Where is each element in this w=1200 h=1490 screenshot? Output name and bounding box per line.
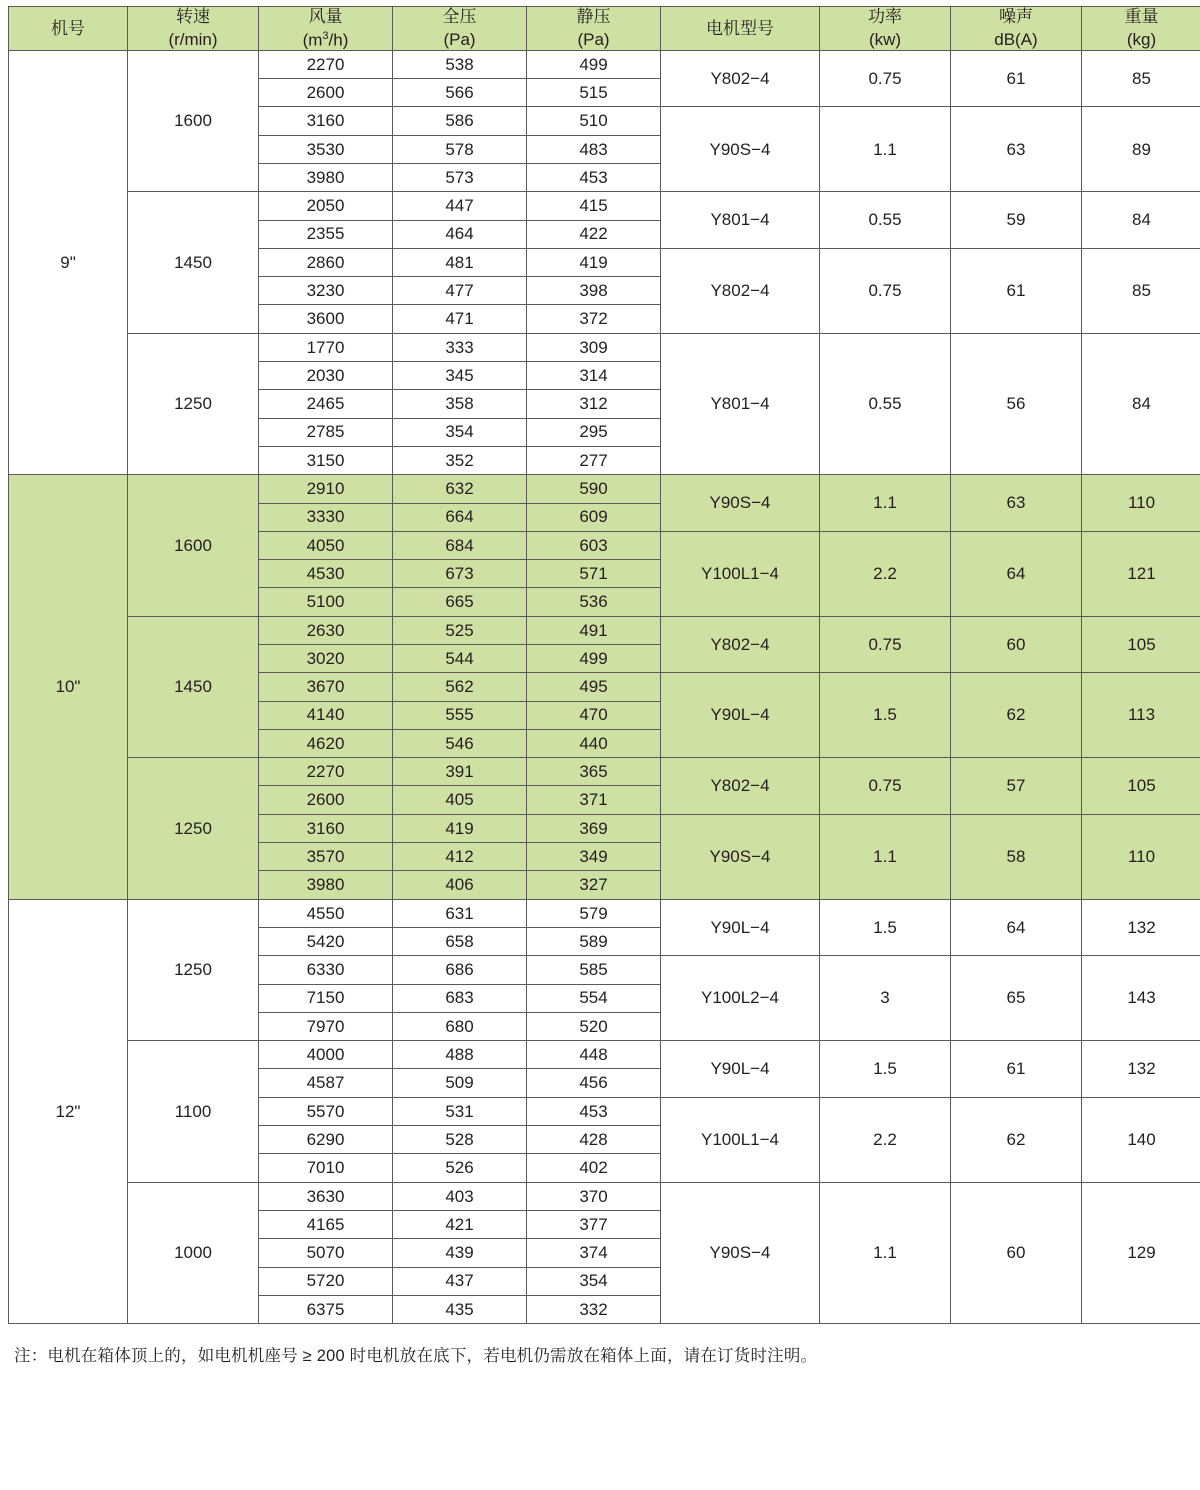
table-body [9,50,1200,1323]
cell-static-pressure: 415 [527,192,661,220]
cell-weight: 143 [1082,956,1200,1041]
cell-flow: 4050 [259,531,393,559]
cell-flow: 2465 [259,390,393,418]
col-header-motor-model [661,7,820,51]
col-header-noise-sub: dB(A) [994,29,1038,49]
cell-rpm: 1250 [128,758,259,899]
cell-rpm: 1600 [128,50,259,191]
cell-flow: 2050 [259,192,393,220]
cell-motor-model: Y100L1−4 [661,531,820,616]
cell-flow: 3150 [259,446,393,474]
cell-total-pressure: 421 [393,1210,527,1238]
cell-static-pressure: 585 [527,956,661,984]
cell-noise: 61 [951,248,1082,333]
cell-total-pressure: 680 [393,1012,527,1040]
cell-flow: 2600 [259,79,393,107]
cell-flow: 7010 [259,1154,393,1182]
cell-power: 0.75 [820,50,951,107]
cell-flow: 7150 [259,984,393,1012]
cell-flow: 2270 [259,758,393,786]
cell-static-pressure: 354 [527,1267,661,1295]
cell-static-pressure: 374 [527,1239,661,1267]
cell-total-pressure: 528 [393,1126,527,1154]
cell-flow: 3980 [259,871,393,899]
cell-power: 0.75 [820,248,951,333]
cell-noise: 64 [951,531,1082,616]
cell-static-pressure: 422 [527,220,661,248]
cell-fan-model: 12" [9,899,128,1323]
cell-flow: 4587 [259,1069,393,1097]
cell-total-pressure: 447 [393,192,527,220]
cell-motor-model: Y90S−4 [661,107,820,192]
cell-static-pressure: 603 [527,531,661,559]
cell-total-pressure: 566 [393,79,527,107]
cell-flow: 4550 [259,899,393,927]
col-header-noise [951,7,1082,51]
cell-flow: 1770 [259,333,393,361]
cell-power: 1.1 [820,1182,951,1323]
cell-noise: 62 [951,673,1082,758]
cell-rpm: 1250 [128,333,259,474]
table-header [9,7,1200,51]
cell-power: 2.2 [820,1097,951,1182]
cell-static-pressure: 398 [527,277,661,305]
cell-power: 2.2 [820,531,951,616]
cell-noise: 61 [951,1041,1082,1098]
cell-motor-model: Y801−4 [661,192,820,249]
col-header-flow [259,7,393,51]
cell-total-pressure: 477 [393,277,527,305]
cell-rpm: 1000 [128,1182,259,1323]
cell-static-pressure: 491 [527,616,661,644]
cell-total-pressure: 419 [393,814,527,842]
cell-total-pressure: 531 [393,1097,527,1125]
cell-total-pressure: 403 [393,1182,527,1210]
cell-flow: 6375 [259,1295,393,1323]
cell-total-pressure: 538 [393,50,527,78]
cell-weight: 140 [1082,1097,1200,1182]
cell-motor-model: Y90L−4 [661,673,820,758]
cell-flow: 5100 [259,588,393,616]
col-header-flow-sub: $(m^3/h)$ [302,29,349,50]
cell-noise: 59 [951,192,1082,249]
header-row [9,7,1200,51]
cell-weight: 129 [1082,1182,1200,1323]
cell-static-pressure: 499 [527,50,661,78]
cell-static-pressure: 589 [527,927,661,955]
col-header-power [820,7,951,51]
cell-static-pressure: 515 [527,79,661,107]
cell-flow: 5420 [259,927,393,955]
cell-motor-model: Y802−4 [661,50,820,107]
cell-total-pressure: 406 [393,871,527,899]
cell-static-pressure: 453 [527,1097,661,1125]
col-header-rpm [128,7,259,51]
cell-power: 0.55 [820,333,951,474]
cell-total-pressure: 683 [393,984,527,1012]
cell-static-pressure: 590 [527,475,661,503]
table-row [9,192,1200,220]
table-row [9,758,1200,786]
cell-motor-model: Y100L1−4 [661,1097,820,1182]
cell-static-pressure: 571 [527,560,661,588]
col-header-weight [1082,7,1200,51]
cell-motor-model: Y802−4 [661,616,820,673]
col-header-power-title: 功率 [868,7,902,27]
col-header-motor-model-title: 电机型号 [706,18,774,38]
cell-total-pressure: 439 [393,1239,527,1267]
cell-motor-model: Y90S−4 [661,814,820,899]
col-header-flow-title: 风量 [308,7,343,26]
cell-weight: 121 [1082,531,1200,616]
cell-flow: 5720 [259,1267,393,1295]
cell-flow: 4165 [259,1210,393,1238]
col-header-model [9,7,128,51]
cell-static-pressure: 483 [527,135,661,163]
cell-weight: 89 [1082,107,1200,192]
cell-static-pressure: 495 [527,673,661,701]
cell-static-pressure: 312 [527,390,661,418]
cell-total-pressure: 488 [393,1041,527,1069]
cell-motor-model: Y90S−4 [661,1182,820,1323]
cell-noise: 62 [951,1097,1082,1182]
cell-motor-model: Y90L−4 [661,1041,820,1098]
cell-rpm: 1450 [128,192,259,333]
cell-flow: 3980 [259,163,393,191]
cell-flow: 3330 [259,503,393,531]
cell-flow: 5070 [259,1239,393,1267]
cell-static-pressure: 277 [527,446,661,474]
table-row [9,899,1200,927]
col-header-weight-title: 重量 [1124,7,1159,27]
cell-flow: 6330 [259,956,393,984]
cell-power: 1.1 [820,814,951,899]
cell-total-pressure: 562 [393,673,527,701]
cell-noise: 60 [951,1182,1082,1323]
table-row [9,50,1200,78]
cell-static-pressure: 370 [527,1182,661,1210]
cell-total-pressure: 555 [393,701,527,729]
cell-total-pressure: 665 [393,588,527,616]
cell-total-pressure: 546 [393,729,527,757]
cell-weight: 105 [1082,616,1200,673]
table-note: 注：电机在箱体顶上的，如电机机座号 ≥ 200 时电机放在底下，若电机仍需放在箱体上面，请在订货时注明。 [14,1347,818,1366]
cell-power: 1.1 [820,107,951,192]
cell-total-pressure: 464 [393,220,527,248]
col-header-total-pressure [393,7,527,51]
cell-static-pressure: 453 [527,163,661,191]
cell-static-pressure: 470 [527,701,661,729]
cell-flow: 3230 [259,277,393,305]
cell-weight: 85 [1082,248,1200,333]
cell-flow: 2785 [259,418,393,446]
cell-total-pressure: 673 [393,560,527,588]
cell-motor-model: Y802−4 [661,248,820,333]
cell-total-pressure: 391 [393,758,527,786]
cell-static-pressure: 377 [527,1210,661,1238]
table-row [9,333,1200,361]
cell-static-pressure: 365 [527,758,661,786]
cell-weight: 85 [1082,50,1200,107]
cell-noise: 65 [951,956,1082,1041]
cell-static-pressure: 448 [527,1041,661,1069]
cell-total-pressure: 686 [393,956,527,984]
cell-fan-model: 9" [9,50,128,474]
cell-rpm: 1100 [128,1041,259,1182]
cell-power: 0.75 [820,758,951,815]
cell-power: 0.55 [820,192,951,249]
cell-noise: 64 [951,899,1082,956]
cell-total-pressure: 412 [393,843,527,871]
cell-power: 3 [820,956,951,1041]
cell-motor-model: Y802−4 [661,758,820,815]
cell-static-pressure: 402 [527,1154,661,1182]
cell-noise: 63 [951,475,1082,532]
cell-flow: 2630 [259,616,393,644]
cell-total-pressure: 481 [393,248,527,276]
cell-static-pressure: 309 [527,333,661,361]
cell-weight: 105 [1082,758,1200,815]
cell-flow: 4530 [259,560,393,588]
cell-static-pressure: 520 [527,1012,661,1040]
cell-weight: 113 [1082,673,1200,758]
cell-flow: 2860 [259,248,393,276]
cell-static-pressure: 609 [527,503,661,531]
cell-total-pressure: 345 [393,362,527,390]
cell-flow: 4000 [259,1041,393,1069]
cell-total-pressure: 354 [393,418,527,446]
cell-power: 1.5 [820,899,951,956]
col-header-total-pressure-sub: (Pa) [443,29,476,49]
cell-flow: 5570 [259,1097,393,1125]
col-header-weight-sub: (kg) [1126,29,1157,49]
cell-motor-model: Y801−4 [661,333,820,474]
cell-weight: 132 [1082,1041,1200,1098]
cell-total-pressure: 664 [393,503,527,531]
cell-flow: 3630 [259,1182,393,1210]
cell-total-pressure: 544 [393,644,527,672]
cell-total-pressure: 632 [393,475,527,503]
cell-total-pressure: 631 [393,899,527,927]
cell-noise: 56 [951,333,1082,474]
cell-total-pressure: 526 [393,1154,527,1182]
cell-weight: 84 [1082,192,1200,249]
cell-weight: 110 [1082,814,1200,899]
cell-total-pressure: 435 [393,1295,527,1323]
cell-static-pressure: 428 [527,1126,661,1154]
cell-static-pressure: 369 [527,814,661,842]
cell-flow: 3530 [259,135,393,163]
cell-total-pressure: 586 [393,107,527,135]
cell-static-pressure: 372 [527,305,661,333]
cell-flow: 4620 [259,729,393,757]
cell-total-pressure: 509 [393,1069,527,1097]
cell-power: 1.5 [820,1041,951,1098]
cell-total-pressure: 578 [393,135,527,163]
cell-flow: 3160 [259,107,393,135]
cell-total-pressure: 333 [393,333,527,361]
cell-total-pressure: 684 [393,531,527,559]
cell-power: 1.1 [820,475,951,532]
cell-static-pressure: 536 [527,588,661,616]
cell-weight: 132 [1082,899,1200,956]
table-row [9,1182,1200,1210]
cell-static-pressure: 295 [527,418,661,446]
table-row [9,475,1200,503]
cell-static-pressure: 371 [527,786,661,814]
cell-total-pressure: 658 [393,927,527,955]
cell-weight: 110 [1082,475,1200,532]
col-header-power-sub: (kw) [868,29,902,49]
cell-total-pressure: 525 [393,616,527,644]
cell-motor-model: Y90L−4 [661,899,820,956]
cell-motor-model: Y90S−4 [661,475,820,532]
table-row [9,1041,1200,1069]
cell-static-pressure: 510 [527,107,661,135]
cell-noise: 61 [951,50,1082,107]
col-header-model-title: 机号 [51,18,85,38]
cell-flow: 2910 [259,475,393,503]
cell-static-pressure: 314 [527,362,661,390]
cell-total-pressure: 358 [393,390,527,418]
cell-flow: 3600 [259,305,393,333]
col-header-static-pressure-sub: (Pa) [577,29,610,49]
cell-flow: 3020 [259,644,393,672]
cell-motor-model: Y100L2−4 [661,956,820,1041]
cell-rpm: 1250 [128,899,259,1040]
cell-rpm: 1450 [128,616,259,757]
cell-flow: 6290 [259,1126,393,1154]
col-header-rpm-sub: (r/min) [168,29,218,49]
cell-noise: 58 [951,814,1082,899]
cell-flow: 2600 [259,786,393,814]
cell-total-pressure: 352 [393,446,527,474]
cell-static-pressure: 327 [527,871,661,899]
col-header-total-pressure-title: 全压 [442,7,477,27]
col-header-static-pressure-title: 静压 [576,7,611,27]
cell-power: 0.75 [820,616,951,673]
cell-flow: 3570 [259,843,393,871]
cell-static-pressure: 332 [527,1295,661,1323]
cell-power: 1.5 [820,673,951,758]
cell-static-pressure: 419 [527,248,661,276]
cell-noise: 60 [951,616,1082,673]
cell-total-pressure: 437 [393,1267,527,1295]
cell-weight: 84 [1082,333,1200,474]
cell-total-pressure: 573 [393,163,527,191]
cell-static-pressure: 440 [527,729,661,757]
cell-rpm: 1600 [128,475,259,616]
cell-total-pressure: 471 [393,305,527,333]
cell-noise: 57 [951,758,1082,815]
cell-static-pressure: 456 [527,1069,661,1097]
cell-total-pressure: 405 [393,786,527,814]
cell-flow: 2030 [259,362,393,390]
cell-static-pressure: 349 [527,843,661,871]
cell-noise: 63 [951,107,1082,192]
cell-static-pressure: 554 [527,984,661,1012]
col-header-noise-title: 噪声 [999,7,1033,27]
fan-spec-table [8,6,1200,1324]
col-header-static-pressure [527,7,661,51]
cell-flow: 2270 [259,50,393,78]
cell-flow: 3160 [259,814,393,842]
cell-flow: 2355 [259,220,393,248]
cell-flow: 4140 [259,701,393,729]
cell-flow: 7970 [259,1012,393,1040]
cell-static-pressure: 579 [527,899,661,927]
table-row [9,616,1200,644]
cell-fan-model: 10" [9,475,128,899]
cell-flow: 3670 [259,673,393,701]
cell-static-pressure: 499 [527,644,661,672]
col-header-rpm-title: 转速 [176,7,210,27]
